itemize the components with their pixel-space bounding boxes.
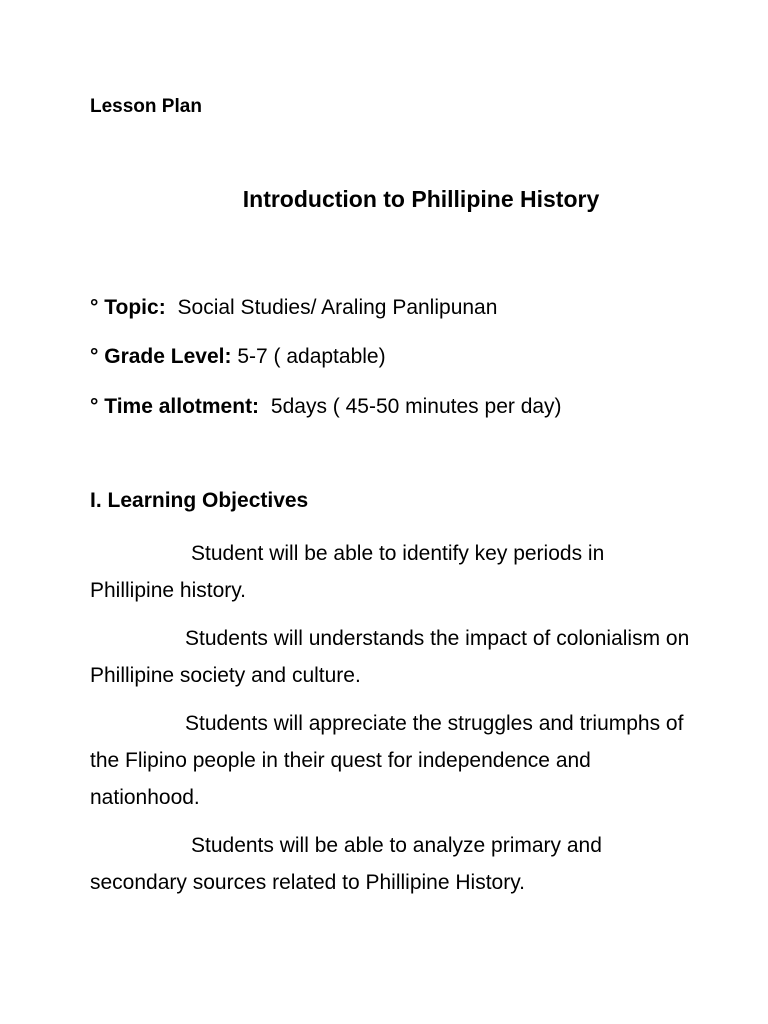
time-allotment-line bbox=[90, 395, 562, 419]
topic-key: Topic: bbox=[104, 296, 166, 319]
grade-level-value: 5-7 ( adaptable) bbox=[237, 345, 386, 368]
objective-item: Students will be able to analyze primary and secondary sources related to Phillipine History. bbox=[90, 834, 602, 894]
objective-item: Student will be able to identify key periods in Phillipine history. bbox=[90, 542, 605, 602]
grade-level-line bbox=[90, 345, 386, 369]
bullet: ° bbox=[90, 395, 99, 418]
objective-item: Students will understands the impact of colonialism on Phillipine society and culture. bbox=[90, 627, 690, 687]
bullet: ° bbox=[90, 296, 99, 319]
document-label: Lesson Plan bbox=[90, 96, 202, 117]
topic-line bbox=[90, 296, 497, 320]
learning-objectives-heading: I. Learning Objectives bbox=[90, 489, 309, 512]
bullet: ° bbox=[90, 345, 99, 368]
document-title: Introduction to Phillipine History bbox=[242, 186, 600, 212]
topic-value: Social Studies/ Araling Panlipunan bbox=[177, 296, 498, 319]
objective-item: Students will appreciate the struggles and triumphs of the Flipino people in their quest for independence and nationhood. bbox=[90, 712, 684, 809]
grade-level-key: Grade Level: bbox=[104, 345, 232, 368]
time-allotment-value: 5days ( 45-50 minutes per day) bbox=[270, 395, 562, 418]
time-allotment-key: Time allotment: bbox=[104, 395, 260, 418]
